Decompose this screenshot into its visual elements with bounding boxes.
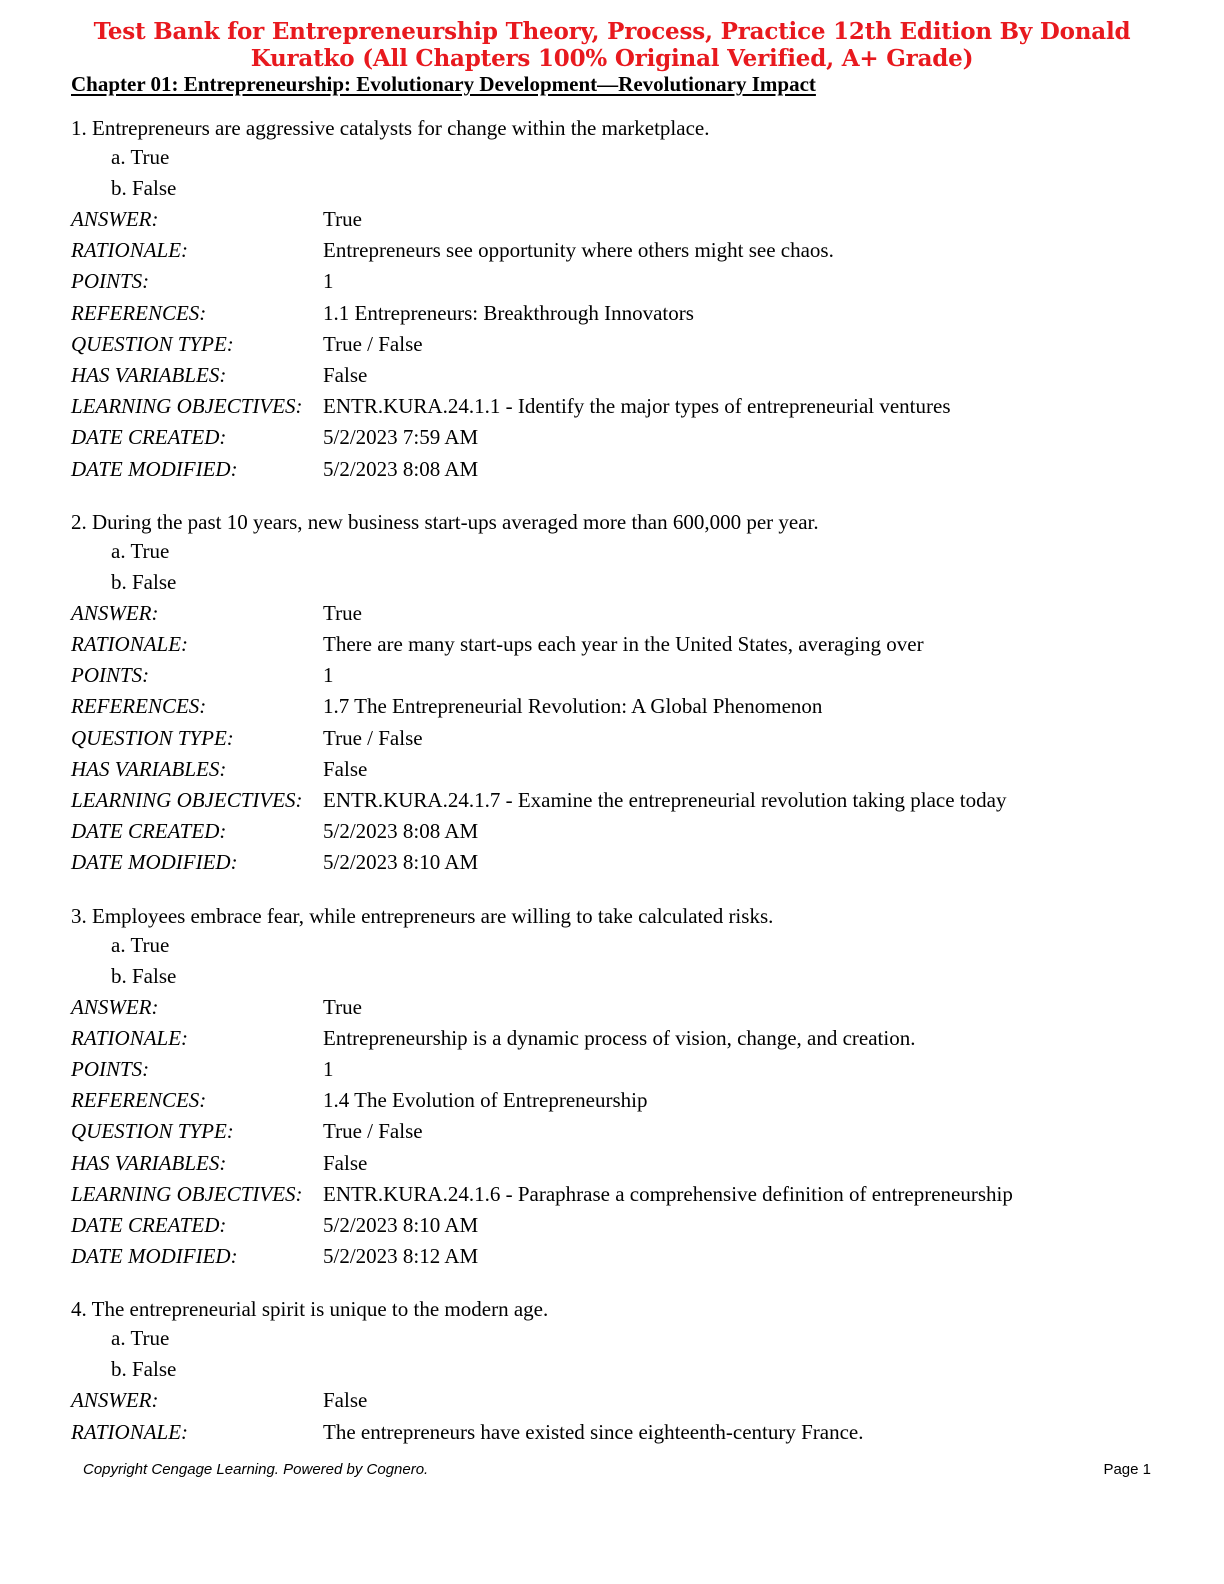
learning-objectives-value: ENTR.KURA.24.1.1 - Identify the major types of entrepreneurial ventures (323, 394, 951, 419)
question-list (71, 114, 1161, 1448)
has-variables-label: HAS VARIABLES: (71, 756, 227, 781)
learning-objectives-row (71, 785, 1161, 816)
date-modified-label: DATE MODIFIED: (71, 456, 238, 481)
points-label: POINTS: (71, 1057, 150, 1082)
has-variables-row (71, 1148, 1161, 1179)
has-variables-value: False (323, 363, 368, 388)
option-b: b. False (111, 569, 177, 594)
question-stem: 2. During the past 10 years, new business start-ups averaged more than 600,000 per year. (71, 509, 819, 534)
question-4 (71, 1295, 1161, 1447)
answer-value: False (323, 1388, 368, 1413)
date-modified-row (71, 454, 1161, 485)
question-3 (71, 902, 1161, 1273)
has-variables-label: HAS VARIABLES: (71, 1150, 227, 1175)
date-created-row (71, 816, 1161, 847)
answer-value: True (323, 994, 362, 1019)
answer-row (71, 992, 1161, 1023)
rationale-label: RATIONALE: (71, 1419, 189, 1444)
rationale-row (71, 1023, 1161, 1054)
learning-objectives-row (71, 391, 1161, 422)
has-variables-label: HAS VARIABLES: (71, 363, 227, 388)
answer-row (71, 204, 1161, 235)
date-modified-value: 5/2/2023 8:08 AM (323, 456, 479, 481)
date-created-value: 5/2/2023 8:08 AM (323, 819, 479, 844)
question-stem: 3. Employees embrace fear, while entrepreneurs are willing to take calculated risks. (71, 903, 774, 928)
question-stem: 4. The entrepreneurial spirit is unique to the modern age. (71, 1297, 549, 1322)
question-type-label: QUESTION TYPE: (71, 331, 234, 356)
option-b: b. False (111, 176, 177, 200)
option-a: a. True (111, 1326, 170, 1351)
has-variables-row (71, 360, 1161, 391)
answer-label: ANSWER: (71, 994, 159, 1019)
points-row (71, 1054, 1161, 1085)
answer-label: ANSWER: (71, 1388, 159, 1413)
rationale-label: RATIONALE: (71, 238, 189, 263)
date-created-label: DATE CREATED: (71, 425, 227, 450)
option-b: b. False (111, 1357, 177, 1382)
footer-page-number: Page 1 (1103, 1461, 1151, 1478)
has-variables-value: False (323, 756, 368, 781)
date-created-value: 5/2/2023 8:10 AM (323, 1213, 479, 1238)
rationale-row (71, 235, 1161, 266)
learning-objectives-label: LEARNING OBJECTIVES: (71, 1181, 303, 1206)
rationale-label: RATIONALE: (71, 632, 189, 657)
references-label: REFERENCES: (71, 300, 207, 325)
date-modified-value: 5/2/2023 8:12 AM (323, 1244, 479, 1269)
question-type-label: QUESTION TYPE: (71, 725, 234, 750)
date-created-row (71, 422, 1161, 453)
question-1 (71, 114, 1161, 485)
references-row (71, 1085, 1161, 1116)
page-title: Test Bank for Entrepreneurship Theory, Process, Practice 12th Edition By Donald Kuratko (All Chapters 100% Original Verified, A+ Grade) (93, 18, 1131, 72)
question-type-row (71, 723, 1161, 754)
learning-objectives-label: LEARNING OBJECTIVES: (71, 394, 303, 419)
references-label: REFERENCES: (71, 1088, 207, 1113)
answer-label: ANSWER: (71, 600, 159, 625)
date-created-label: DATE CREATED: (71, 1213, 227, 1238)
learning-objectives-label: LEARNING OBJECTIVES: (71, 788, 303, 813)
points-value: 1 (323, 269, 334, 294)
rationale-label: RATIONALE: (71, 1025, 189, 1050)
points-label: POINTS: (71, 269, 150, 294)
option-a: a. True (111, 932, 170, 957)
chapter-heading: Chapter 01: Entrepreneurship: Evolutionary Development—Revolutionary Impact (71, 72, 816, 96)
footer-copyright: Copyright Cengage Learning. Powered by Cognero. (83, 1461, 429, 1478)
points-row (71, 660, 1161, 691)
rationale-value: Entrepreneurs see opportunity where others might see chaos. (323, 238, 834, 263)
date-created-value: 5/2/2023 7:59 AM (323, 425, 479, 450)
points-value: 1 (323, 663, 334, 688)
option-a: a. True (111, 538, 170, 563)
answer-row (71, 1385, 1161, 1416)
points-value: 1 (323, 1057, 334, 1082)
question-stem: 1. Entrepreneurs are aggressive catalysts for change within the marketplace. (71, 116, 710, 140)
answer-row (71, 598, 1161, 629)
option-a: a. True (111, 145, 170, 169)
rationale-value: Entrepreneurship is a dynamic process of vision, change, and creation. (323, 1025, 916, 1050)
learning-objectives-value: ENTR.KURA.24.1.7 - Examine the entrepreneurial revolution taking place today (323, 788, 1007, 813)
answer-value: True (323, 207, 362, 231)
references-value: 1.4 The Evolution of Entrepreneurship (323, 1088, 648, 1113)
date-modified-value: 5/2/2023 8:10 AM (323, 850, 479, 875)
has-variables-row (71, 754, 1161, 785)
date-created-row (71, 1210, 1161, 1241)
date-modified-label: DATE MODIFIED: (71, 1244, 238, 1269)
answer-value: True (323, 600, 362, 625)
option-b: b. False (111, 963, 177, 988)
question-type-value: True / False (323, 1119, 423, 1144)
question-type-value: True / False (323, 331, 423, 356)
learning-objectives-value: ENTR.KURA.24.1.6 - Paraphrase a comprehensive definition of entrepreneurship (323, 1181, 1013, 1206)
has-variables-value: False (323, 1150, 368, 1175)
points-row (71, 266, 1161, 297)
references-row (71, 298, 1161, 329)
question-type-row (71, 1116, 1161, 1147)
question-type-value: True / False (323, 725, 423, 750)
points-label: POINTS: (71, 663, 150, 688)
date-modified-label: DATE MODIFIED: (71, 850, 238, 875)
rationale-row (71, 629, 1161, 660)
learning-objectives-row (71, 1179, 1161, 1210)
rationale-value: There are many start-ups each year in the United States, averaging over (323, 632, 924, 657)
rationale-value: The entrepreneurs have existed since eighteenth-century France. (323, 1419, 864, 1444)
references-value: 1.7 The Entrepreneurial Revolution: A Global Phenomenon (323, 694, 823, 719)
question-type-label: QUESTION TYPE: (71, 1119, 234, 1144)
question-type-row (71, 329, 1161, 360)
answer-label: ANSWER: (71, 207, 159, 231)
references-value: 1.1 Entrepreneurs: Breakthrough Innovators (323, 300, 694, 325)
question-2 (71, 508, 1161, 879)
references-label: REFERENCES: (71, 694, 207, 719)
date-modified-row (71, 847, 1161, 878)
date-created-label: DATE CREATED: (71, 819, 227, 844)
rationale-row (71, 1417, 1161, 1448)
date-modified-row (71, 1241, 1161, 1272)
references-row (71, 691, 1161, 722)
